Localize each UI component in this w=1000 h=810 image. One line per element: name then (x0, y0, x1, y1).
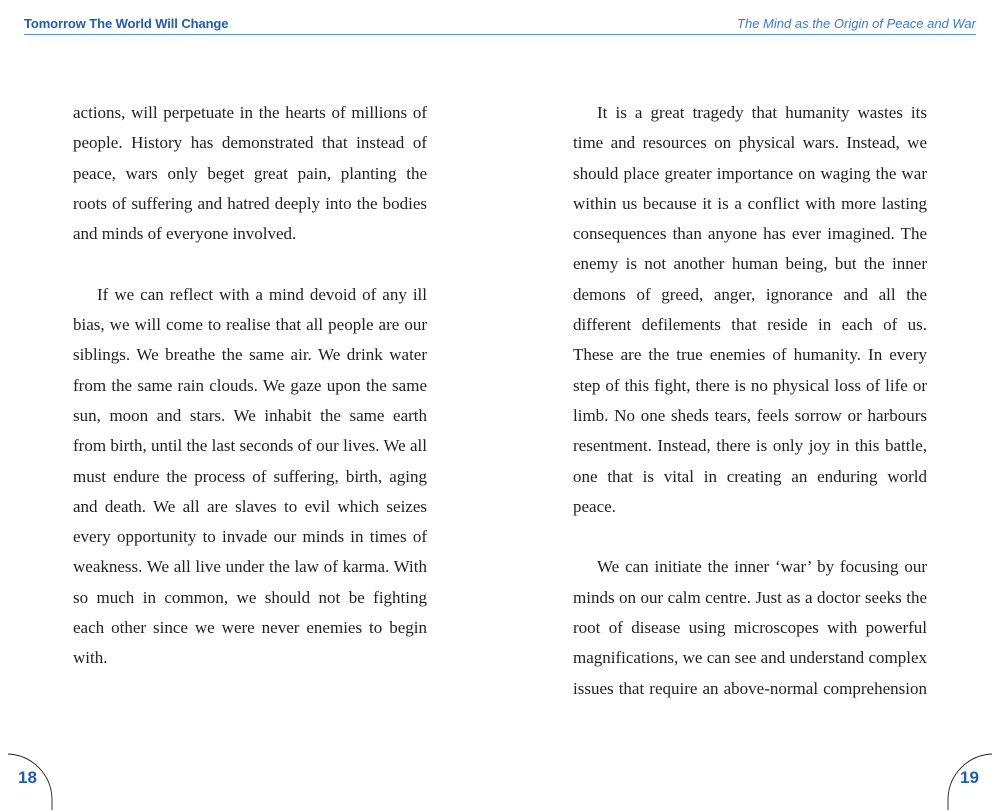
page-number-right: 19 (960, 768, 979, 787)
book-title: Tomorrow The World Will Change (24, 16, 229, 31)
running-header (24, 14, 976, 35)
left-page-text (73, 98, 427, 674)
page-number-left: 18 (18, 768, 37, 787)
right-page-text (573, 98, 927, 704)
paragraph: actions, will perpetuate in the hearts of millions of people. History has demonstrated that instead of peace, wars only beget great pain, planting the roots of suffering and hatred deeply into the bodies and minds of everyone involved. (73, 103, 427, 244)
chapter-title: The Mind as the Origin of Peace and War (737, 16, 976, 31)
paragraph: We can initiate the inner ‘war’ by focusing our minds on our calm centre. Just as a doctor seeks the root of disease using microscopes with powerful magnifications, we can see and understand complex issues that require an above-normal comprehension (573, 557, 927, 698)
paragraph: If we can reflect with a mind devoid of any ill bias, we will come to realise that all people are our siblings. We breathe the same air. We drink water from the same rain clouds. We gaze upon the same sun, moon and stars. We inhabit the same earth from birth, until the last seconds of our lives. We all must endure the process of suffering, birth, aging and death. We all are slaves to evil which seizes every opportunity to invade our minds in times of weakness. We all live under the law of karma. With so much in common, we should not be fighting each other since we were never enemies to begin with. (73, 284, 427, 668)
paragraph: It is a great tragedy that humanity wastes its time and resources on physical wars. Instead, we should place greater importance on waging the war within us because it is a conflict with more lasting consequences than anyone has ever imagined. The enemy is not another human being, but the inner demons of greed, anger, ignorance and all the different defilements that reside in each of us. These are the true enemies of humanity. In every step of this fight, there is no physical loss of life or limb. No one sheds tears, feels sorrow or harbours resentment. Instead, there is only joy in this battle, one that is vital in creating an enduring world peace. (573, 103, 927, 516)
